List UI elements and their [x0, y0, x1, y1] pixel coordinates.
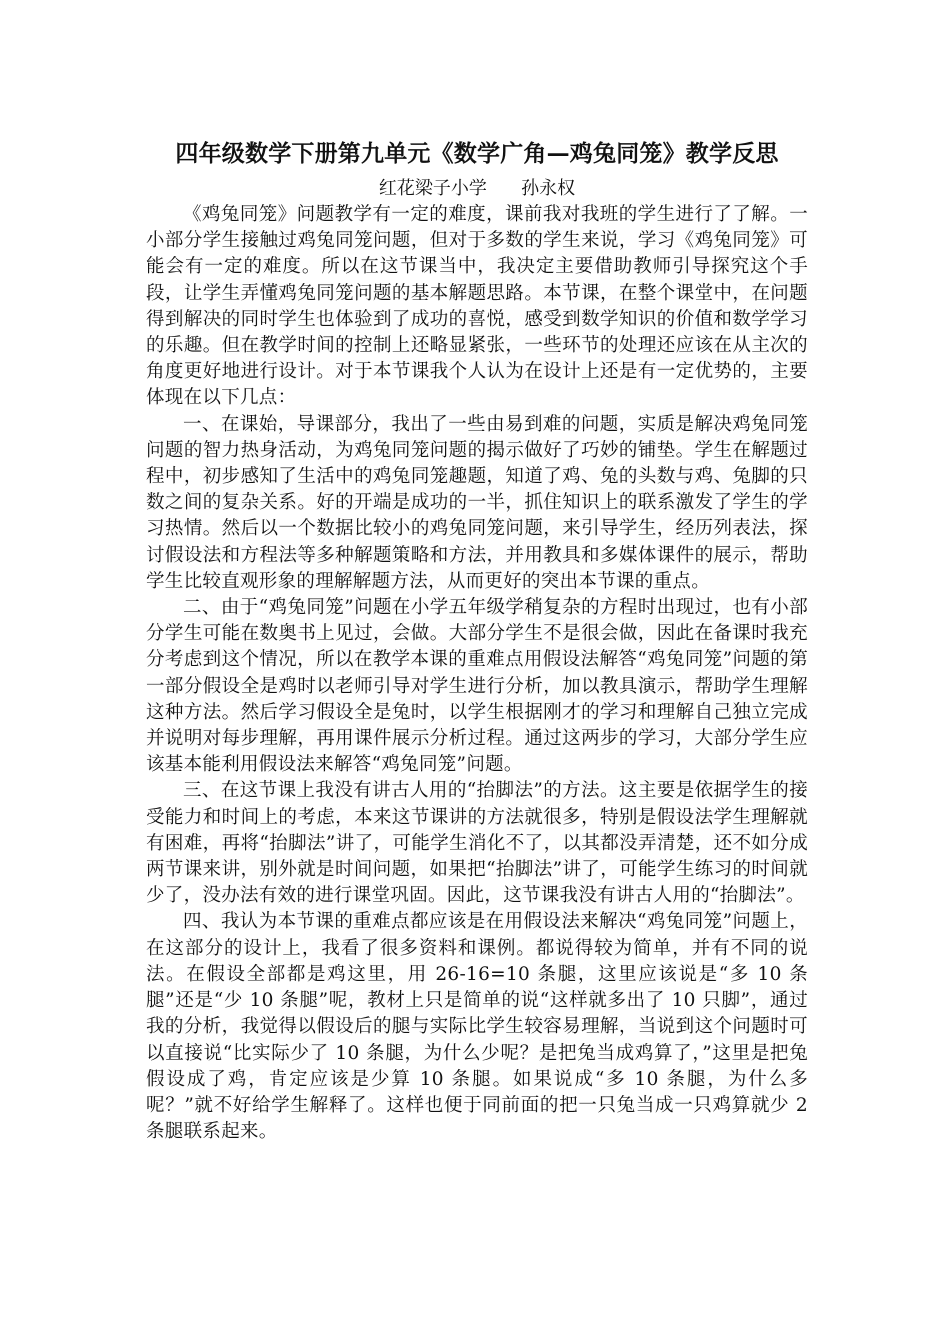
paragraph-point-1: 一、在课始，导课部分，我出了一些由易到难的问题，实质是解决鸡兔同笼问题的智力热身活动，为鸡兔同笼问题的揭示做好了巧妙的铺垫。学生在解题过程中，初步感知了生活中的鸡兔同笼趣题，知道了鸡、兔的头数与鸡、兔脚的只数之间的复杂关系。好的开端是成功的一半，抓住知识上的联系激发了学生的学习热情。然后以一个数据比较小的鸡兔同笼问题，来引导学生，经历列表法，探讨假设法和方程法等多种解题策略和方法，并用教具和多媒体课件的展示，帮助学生比较直观形象的理解解题方法，从而更好的突出本节课的重点。 [146, 413, 808, 592]
document-title: 四年级数学下册第九单元《数学广角—鸡兔同笼》教学反思 [175, 140, 779, 167]
paragraph-point-3: 三、在这节课上我没有讲古人用的“抬脚法”的方法。这主要是依据学生的接受能力和时间上的考虑，本来这节课讲的方法就很多，特别是假设法学生理解就有困难，再将“抬脚法”讲了，可能学生消化不了，以其都没弄清楚，还不如分成两节课来讲，别外就是时间问题，如果把“抬脚法”讲了，可能学生练习的时间就少了，没办法有效的进行课堂巩固。因此，这节课我没有讲古人用的“抬脚法”。 [146, 780, 808, 907]
author-byline: 红花梁子小学 孙永权 [378, 178, 576, 199]
paragraph-point-2: 二、由于“鸡兔同笼”问题在小学五年级学稍复杂的方程时出现过，也有小部分学生可能在数奥书上见过，会做。大部分学生不是很会做，因此在备课时我充分考虑到这个情况，所以在教学本课的重难点用假设法解答“鸡兔同笼”问题的第一部分假设全是鸡时以老师引导对学生进行分析，加以教具演示，帮助学生理解这种方法。然后学习假设全是兔时，以学生根据刚才的学习和理解自己独立完成并说明对每步理解，再用课件展示分析过程。通过这两步的学习，大部分学生应该基本能利用假设法来解答“鸡兔同笼”问题。 [146, 597, 808, 776]
paragraph-intro: 《鸡兔同笼》问题教学有一定的难度，课前我对我班的学生进行了了解。一小部分学生接触过鸡兔同笼问题，但对于多数的学生来说，学习《鸡兔同笼》可能会有一定的难度。所以在这节课当中，我决定主要借助教师引导探究这个手段，让学生弄懂鸡兔同笼问题的基本解题思路。本节课，在整个课堂中，在问题得到解决的同时学生也体验到了成功的喜悦，感受到数学知识的价值和数学学习的乐趣。但在教学时间的控制上还略显紧张，一些环节的处理还应该在从主次的角度更好地进行设计。对于本节课我个人认为在设计上还是有一定优势的，主要体现在以下几点： [146, 204, 808, 409]
paragraph-point-4: 四、我认为本节课的重难点都应该是在用假设法来解决“鸡兔同笼”问题上，在这部分的设计上，我看了很多资料和课例。都说得较为简单，并有不同的说法。在假设全部都是鸡这里，用 26-16=10 条腿，这里应该说是“多 10 条腿”还是“少 10 条腿”呢，教材上只是简单的说“这样就多出了 10 只脚”，通过我的分析，我觉得以假设后的腿与实际比学生较容易理解，当说到这个问题时可以直接说“比实际少了 10 条腿，为什么少呢？是把兔当成鸡算了，”这里是把兔假设成了鸡，肯定应该是少算 10 条腿。如果说成“多 10 条腿，为什么多呢？”就不好给学生解释了。这样也便于同前面的把一只兔当成一只鸡算就少 2 条腿联系起来。 [146, 911, 808, 1143]
document-body [146, 138, 808, 1145]
